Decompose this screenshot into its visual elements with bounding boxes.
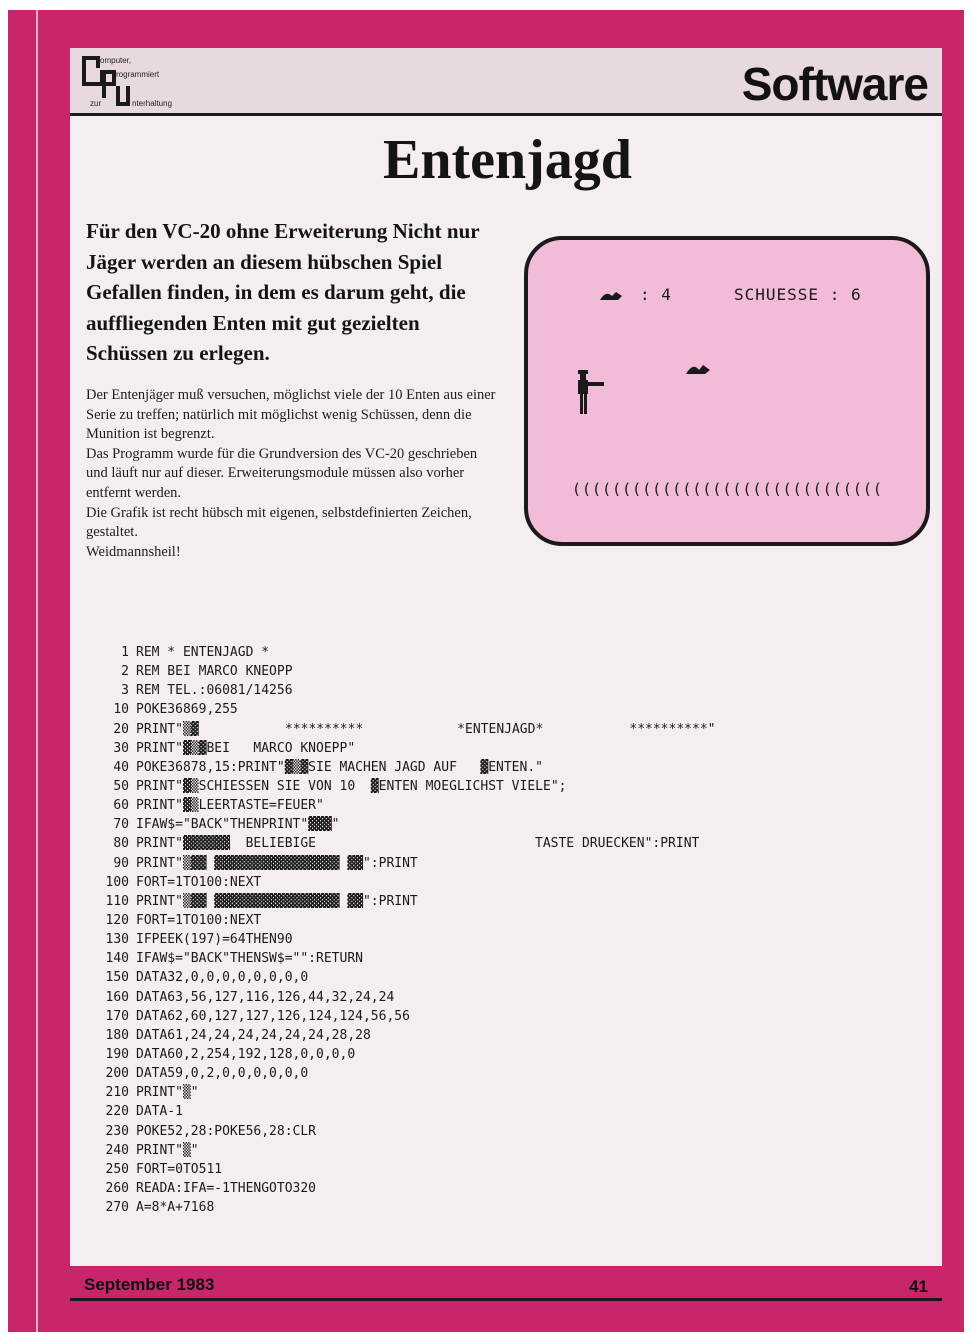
body-paragraph: Weidmannsheil! [86,543,181,560]
line-code: DATA61,24,24,24,24,24,24,28,28 [136,1027,371,1043]
line-number: 170 [105,1008,129,1024]
line-code: POKE36869,255 [136,702,238,718]
code-line [95,1160,915,1179]
line-number: 1 [121,645,129,660]
line-code: REM TEL.:06081/14256 [136,683,293,699]
code-line [95,1007,915,1026]
article-body [86,386,496,562]
grass-row: ((((((((((((((((((((((((((((((( [572,480,883,498]
code-line [95,1198,915,1217]
page-number: 41 [909,1277,928,1296]
code-line [95,911,915,930]
line-number: 230 [105,1123,129,1139]
code-line [95,1026,915,1045]
line-code: DATA63,56,127,116,126,44,32,24,24 [136,989,395,1005]
line-number: 20 [113,721,129,737]
tv-screen [524,236,930,546]
line-number: 200 [105,1066,129,1082]
duck-icon [598,288,624,302]
line-number: 180 [105,1027,129,1043]
line-code: PRINT"▒" [136,1085,199,1101]
logo-line-1: omputer, [100,56,132,65]
line-continuation: ********** *ENTENJAGD* **********" [285,721,716,737]
line-code: PRINT"▒▓ [136,721,199,737]
line-code: PRINT"▒▓▓ ▓▓▓▓▓▓▓▓▓▓▓▓▓▓▓▓ ▓▓":PRINT [136,893,418,909]
body-paragraph: Der Entenjäger muß versuchen, möglichst viele der 10 Enten aus einer Serie zu treffen; natürlich mit möglichst wenig Schüssen, denn die Munition ist begrenzt. [86,387,496,443]
line-code: DATA62,60,127,127,126,124,124,56,56 [136,1008,410,1024]
line-code: PRINT"▓▓▓▓▓▓ BELIEBIGE [136,836,317,852]
code-line [95,643,915,662]
code-line [95,662,915,681]
line-number: 190 [105,1046,129,1062]
line-code: DATA32,0,0,0,0,0,0,0,0 [136,970,309,986]
line-number: 50 [113,778,129,794]
code-line [95,700,915,719]
line-number: 90 [113,855,129,871]
line-code: DATA59,0,2,0,0,0,0,0,0 [136,1066,309,1082]
line-number: 100 [105,874,129,890]
line-code: IFPEEK(197)=64THEN90 [136,932,293,948]
line-number: 120 [105,912,129,928]
line-code: PRINT"▓▒▓BEI MARCO KNOEPP" [136,740,356,756]
code-line [95,1122,915,1141]
line-number: 260 [105,1180,129,1196]
line-number: 2 [121,664,129,680]
line-code: READA:IFA=-1THENGOTO320 [136,1180,317,1196]
body-paragraph: Das Programm wurde für die Grundversion des VC-20 geschrieben und läuft nur auf dieser. Erweiterungsmodule müssen also vorher entfernt werden. [86,445,478,501]
code-line [95,873,915,892]
code-line [95,720,915,739]
code-line [95,949,915,968]
line-code: PRINT"▒▓▓ ▓▓▓▓▓▓▓▓▓▓▓▓▓▓▓▓ ▓▓":PRINT [136,855,418,871]
code-line [95,854,915,873]
line-number: 140 [105,951,129,967]
line-number: 130 [105,932,129,948]
code-line [95,739,915,758]
line-code: IFAW$="BACK"THENSW$="":RETURN [136,951,363,967]
line-number: 220 [105,1104,129,1120]
code-line [95,968,915,987]
line-number: 240 [105,1142,129,1158]
line-code: FORT=0TO511 [136,1161,223,1177]
logo-line-3: nterhaltung [132,99,173,108]
line-code: PRINT"▓▒LEERTASTE=FEUER" [136,798,324,814]
code-line [95,1064,915,1083]
shots-counter: SCHUESSE : 6 [734,285,862,304]
code-line [95,815,915,834]
line-number: 150 [105,970,129,986]
code-line [95,1083,915,1102]
code-line [95,796,915,815]
line-code: A=8*A+7168 [136,1200,215,1216]
line-code: PRINT"▓▒SCHIESSEN SIE VON 10 ▓ENTEN MOEGLICHST VIELE"; [136,778,567,794]
code-line [95,1141,915,1160]
logo-line-2: rogrammiert [116,70,160,79]
code-line [95,1102,915,1121]
line-code: FORT=1TO100:NEXT [136,912,262,928]
line-number: 250 [105,1161,129,1177]
line-code: POKE52,28:POKE56,28:CLR [136,1123,317,1139]
code-line [95,1045,915,1064]
line-number: 70 [113,817,129,833]
code-line [95,681,915,700]
line-code: PRINT"▒" [136,1142,199,1158]
binding-rule [36,10,38,1332]
cpu-logo [82,54,212,110]
hunter-icon [572,370,606,416]
issue-date: September 1983 [84,1275,215,1294]
section-title: Software [741,58,928,110]
logo-line-3-prefix: zur [90,99,102,108]
line-number: 60 [113,798,129,814]
line-code: POKE36878,15:PRINT"▓▒▓SIE MACHEN JAGD AUF ▓ENTEN." [136,759,543,775]
line-code: REM BEI MARCO KNEOPP [136,664,293,680]
line-number: 270 [105,1200,129,1216]
line-number: 40 [113,759,129,775]
article-title: Entenjagd [383,129,632,191]
line-number: 110 [105,893,129,909]
line-number: 3 [121,683,129,699]
line-code: DATA60,2,254,192,128,0,0,0,0 [136,1046,356,1062]
line-code: FORT=1TO100:NEXT [136,874,262,890]
ducks-hit-count: : 4 [640,285,672,304]
line-number: 160 [105,989,129,1005]
code-line [95,834,915,853]
code-line [95,1179,915,1198]
code-line [95,988,915,1007]
line-code: IFAW$="BACK"THENPRINT"▓▓▓" [136,817,340,833]
body-paragraph: Die Grafik ist recht hübsch mit eigenen, selbstdefinierten Zeichen, gestaltet. [86,504,472,541]
flying-duck-icon [684,362,712,376]
line-code: REM * ENTENJAGD * [136,645,270,660]
code-line [95,777,915,796]
code-line [95,892,915,911]
line-number: 80 [113,836,129,852]
line-number: 10 [113,702,129,718]
article-lead: Für den VC-20 ohne Erweiterung Nicht nur Jäger werden an diesem hübschen Spiel Gefallen finden, in dem es darum geht, die auffliegenden Enten mit gut gezielten Schüssen zu erlegen. [86,219,480,365]
code-line [95,930,915,949]
line-continuation: TASTE DRUECKEN":PRINT [535,836,700,852]
code-line [95,758,915,777]
basic-listing [95,643,915,1217]
line-code: DATA-1 [136,1104,183,1120]
game-screenshot [524,236,930,546]
line-number: 210 [105,1085,129,1101]
footer-rule [70,1298,942,1301]
line-number: 30 [113,740,129,756]
